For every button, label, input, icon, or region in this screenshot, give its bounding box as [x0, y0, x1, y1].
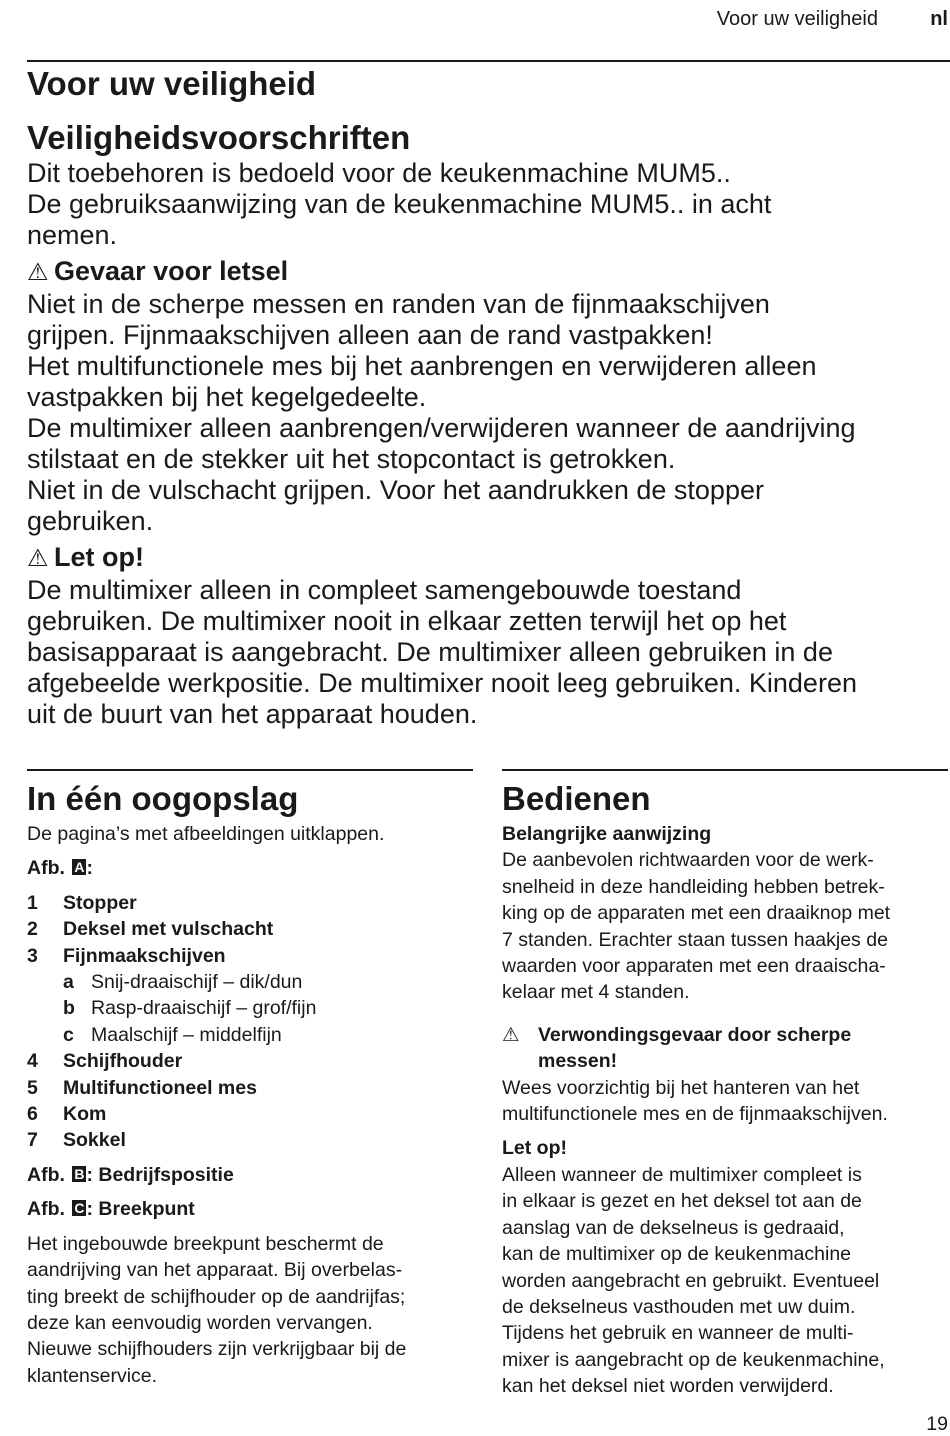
- body-line: kan de multimixer op de keukenmachine: [502, 1243, 852, 1266]
- item-label: Schijfhouder: [63, 1050, 183, 1073]
- injury-heading-text: [538, 1022, 851, 1075]
- sub-item-label: Rasp-draaischijf – grof/fijn: [91, 997, 317, 1020]
- item-label: Sokkel: [63, 1129, 126, 1152]
- breakpoint-text: [27, 1231, 473, 1389]
- body-line: de dekselneus vasthouden met uw duim.: [502, 1295, 856, 1318]
- danger-line: Niet in de vulschacht grijpen. Voor het aandrukken de stopper: [27, 475, 764, 505]
- item-number: 5: [27, 1076, 38, 1099]
- sub-list-item: [27, 969, 473, 995]
- item-label: Stopper: [63, 891, 137, 914]
- figure-prefix: Afb.: [27, 1198, 65, 1221]
- item-number: 1: [27, 891, 38, 914]
- header-section-title: Voor uw veiligheid: [716, 8, 878, 30]
- item-number: 3: [27, 944, 38, 967]
- list-item: [27, 916, 473, 942]
- injury-heading: [502, 1022, 948, 1075]
- body-line: deze kan eenvoudig worden vervangen.: [27, 1311, 373, 1334]
- figure-suffix: :: [86, 857, 93, 880]
- warning-triangle-icon: ⚠: [27, 259, 49, 286]
- figure-c-caption: [27, 1196, 473, 1222]
- danger-heading-text: Gevaar voor letsel: [54, 256, 289, 286]
- danger-line: stilstaat en de stekker uit het stopcontact is getrokken.: [27, 444, 676, 474]
- operation-title: Bedienen: [502, 780, 651, 817]
- caution-line: uit de buurt van het apparaat houden.: [27, 699, 478, 729]
- body-line: Het ingebouwde breekpunt beschermt de: [27, 1232, 384, 1255]
- figure-letter-a: A: [74, 859, 85, 876]
- list-item: [27, 1127, 473, 1153]
- danger-line: gebruiken.: [27, 506, 154, 536]
- intro-line: nemen.: [27, 220, 118, 250]
- safety-subtitle: Veiligheidsvoorschriften: [27, 119, 411, 156]
- header-language: nl: [930, 8, 948, 30]
- body-line: snelheid in deze handleiding hebben betrek-: [502, 875, 885, 898]
- overview-title: In één oogopslag: [27, 780, 299, 817]
- body-line: Nieuwe schijfhouders zijn verkrijgbaar bij de: [27, 1338, 407, 1361]
- figure-b-text: : Bedrijfspositie: [86, 1163, 234, 1186]
- list-item: [27, 943, 473, 969]
- danger-line: Het multifunctionele mes bij het aanbrengen en verwijderen alleen: [27, 351, 817, 381]
- caution-heading-text: Let op!: [54, 542, 144, 572]
- body-line: kelaar met 4 standen.: [502, 981, 690, 1004]
- column-rule: [27, 769, 473, 771]
- intro-line: Dit toebehoren is bedoeld voor de keukenmachine MUM5..: [27, 158, 731, 188]
- figure-prefix: Afb.: [27, 1163, 65, 1186]
- body-line: klantenservice.: [27, 1364, 158, 1387]
- body-line: aanslag van de dekselneus is gedraaid,: [502, 1216, 845, 1239]
- column-rule: [502, 769, 948, 771]
- caution-line: gebruiken. De multimixer nooit in elkaar zetten terwijl het op het: [27, 606, 787, 636]
- item-label: Multifunctioneel mes: [63, 1076, 257, 1099]
- figure-letter-c: C: [74, 1200, 85, 1217]
- header-rule: [27, 60, 950, 62]
- item-label: Deksel met vulschacht: [63, 918, 274, 941]
- body-line: aandrijving van het apparaat. Bij overbelas-: [27, 1259, 403, 1282]
- caution-heading: [27, 541, 947, 575]
- item-number: 7: [27, 1129, 38, 1152]
- unfold-note: De pagina’s met afbeeldingen uitklappen.: [27, 823, 385, 845]
- figure-letter-b: B: [74, 1165, 85, 1182]
- sub-list-item: [27, 995, 473, 1021]
- note-heading: Belangrijke aanwijzing: [502, 823, 712, 845]
- danger-heading: [27, 255, 947, 289]
- warning-triangle-icon: ⚠: [502, 1023, 520, 1046]
- caution-line: afgebeelde werkpositie. De multimixer nooit leeg gebruiken. Kinderen: [27, 668, 857, 698]
- body-line: 7 standen. Erachter staan tussen haakjes de: [502, 928, 888, 951]
- running-header: [0, 8, 950, 32]
- sub-item-letter: b: [63, 997, 75, 1020]
- body-line: mixer is aangebracht op de keukenmachine,: [502, 1348, 885, 1371]
- intro-line: De gebruiksaanwijzing van de keukenmachine MUM5.. in acht: [27, 189, 772, 219]
- body-line: kan het deksel niet worden verwijderd.: [502, 1375, 834, 1398]
- figure-prefix: Afb.: [27, 857, 65, 880]
- body-line: Alleen wanneer de multimixer compleet is: [502, 1163, 862, 1186]
- sub-list-item: [27, 1022, 473, 1048]
- parts-list: [27, 890, 473, 1154]
- injury-heading-line: Verwondingsgevaar door scherpe: [538, 1023, 852, 1046]
- body-line: Wees voorzichtig bij het hanteren van het: [502, 1076, 860, 1099]
- operation-column: [502, 769, 948, 1400]
- item-label: Kom: [63, 1103, 107, 1126]
- body-line: worden aangebracht en gebruikt. Eventueel: [502, 1269, 880, 1292]
- sub-item-label: Snij-draaischijf – dik/dun: [91, 971, 303, 994]
- danger-line: vastpakken bij het kegelgedeelte.: [27, 382, 427, 412]
- page-number: 19: [926, 1413, 948, 1435]
- caution-line: De multimixer alleen in compleet samengebouwde toestand: [27, 575, 742, 605]
- sub-item-letter: a: [63, 971, 74, 994]
- injury-heading-line: messen!: [538, 1050, 618, 1073]
- overview-column: [27, 769, 473, 1389]
- danger-line: Niet in de scherpe messen en randen van de fijnmaakschijven: [27, 289, 770, 319]
- body-line: in elkaar is gezet en het deksel tot aan de: [502, 1190, 862, 1213]
- figure-c-text: : Breekpunt: [86, 1198, 195, 1221]
- safety-title: Voor uw veiligheid: [27, 65, 317, 102]
- caution-line: basisapparaat is aangebracht. De multimixer alleen gebruiken in de: [27, 637, 833, 667]
- sub-item-label: Maalschijf – middelfijn: [91, 1023, 282, 1046]
- item-label: Fijnmaakschijven: [63, 944, 226, 967]
- danger-line: grijpen. Fijnmaakschijven alleen aan de rand vastpakken!: [27, 320, 713, 350]
- item-number: 2: [27, 918, 38, 941]
- figure-a-caption: [27, 855, 473, 881]
- body-line: waarden voor apparaten met een draaischa-: [502, 955, 886, 978]
- sub-item-letter: c: [63, 1023, 74, 1046]
- list-item: [27, 1075, 473, 1101]
- body-line: multifunctionele mes en de fijnmaakschijven.: [502, 1103, 888, 1126]
- danger-line: De multimixer alleen aanbrengen/verwijderen wanneer de aandrijving: [27, 413, 856, 443]
- safety-section: [27, 64, 947, 730]
- warning-triangle-icon: ⚠: [27, 545, 49, 572]
- list-item: [27, 890, 473, 916]
- list-item: [27, 1101, 473, 1127]
- list-item: [27, 1048, 473, 1074]
- figure-b-caption: [27, 1162, 473, 1188]
- item-number: 4: [27, 1050, 38, 1073]
- caution-heading: Let op!: [502, 1137, 567, 1160]
- body-line: Tijdens het gebruik en wanneer de multi-: [502, 1322, 854, 1345]
- body-line: king op de apparaten met een draaiknop met: [502, 902, 891, 925]
- body-line: ting breekt de schijfhouder op de aandrijfas;: [27, 1285, 406, 1308]
- body-line: De aanbevolen richtwaarden voor de werk-: [502, 849, 874, 872]
- item-number: 6: [27, 1103, 38, 1126]
